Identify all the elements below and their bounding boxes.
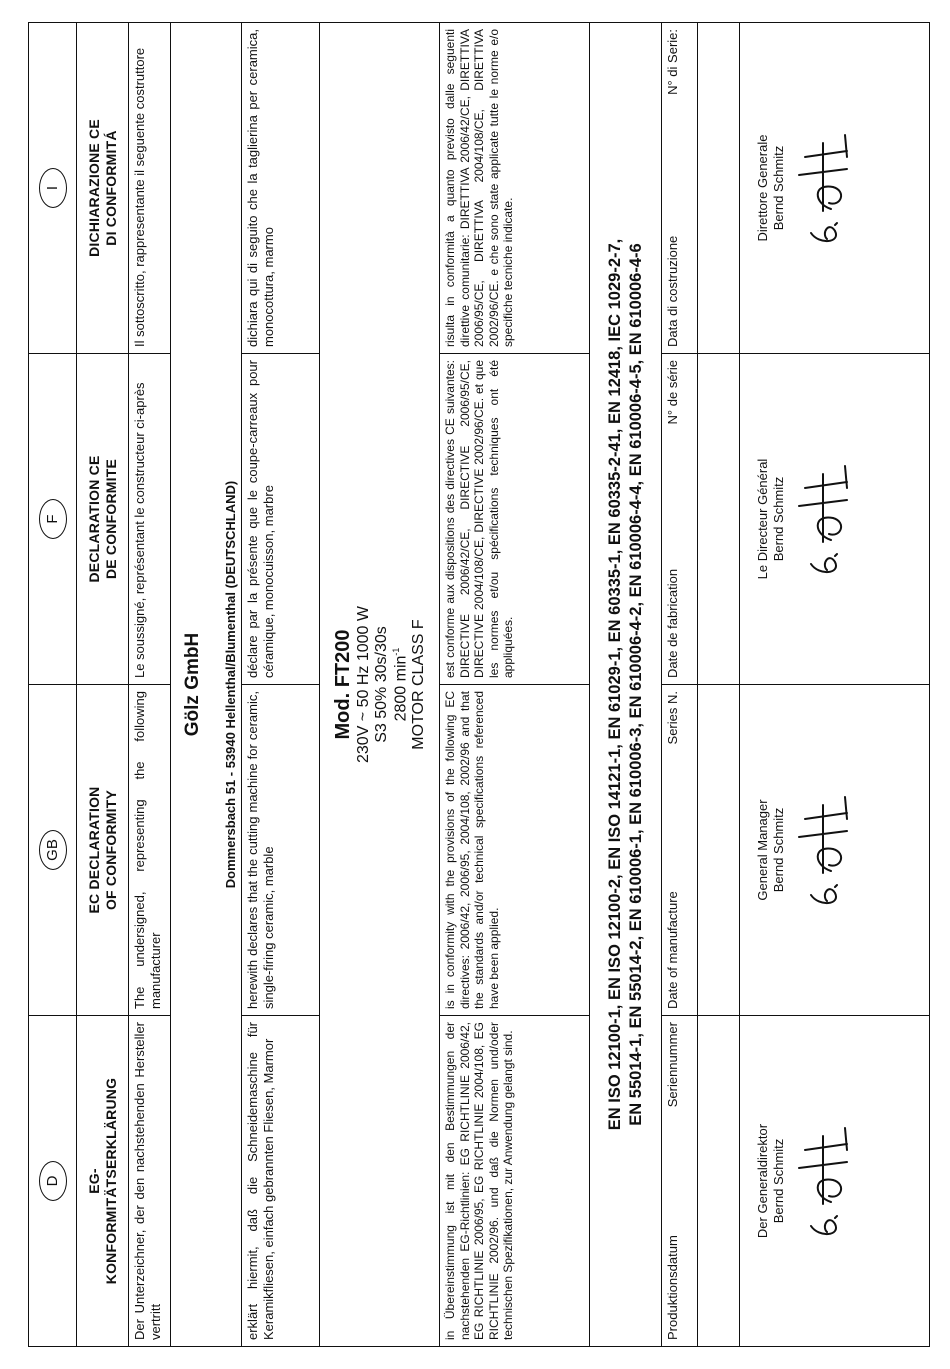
intro-i: Il sottoscritto, rappresentante il seguente costruttore	[129, 23, 171, 354]
signer-role-i: Direttore Generale	[755, 134, 771, 242]
conformity-f: est conforme aux dispositions des directives CE suivantes: DIRECTIVE 2006/42/CE, DIRECTIVE 2006/95/CE, DIRECTIVE 2004/108/CE, DIRECTIVE 2002/96/CE. et que les normes et/ou spécifications techniques ont été appliquées.	[440, 354, 590, 685]
signature-row	[740, 23, 930, 1347]
lang-badge-f: F	[39, 499, 67, 539]
model-spec-power: 230V ~ 50 Hz 1000 W	[355, 606, 373, 763]
model-cell	[320, 23, 440, 1347]
blank-i	[698, 23, 740, 354]
title-gb: EC DECLARATION OF CONFORMITY	[77, 685, 129, 1016]
lang-badge-i: I	[39, 168, 67, 208]
declaration-f: déclare par la présente que le coupe-carreaux pour céramique, monocuisson, marbre	[242, 354, 320, 685]
standards-cell	[590, 23, 662, 1347]
blank-f	[698, 354, 740, 685]
signer-role-d: Der Generaldirektor	[755, 1123, 771, 1239]
signer-role-f: Le Directeur Général	[755, 458, 771, 580]
title-f: DECLARATION CE DE CONFORMITE	[77, 354, 129, 685]
signature-d	[740, 1016, 930, 1347]
title-d: EG- KONFORMITÄTSERKLÄRUNG	[77, 1016, 129, 1347]
date-serial-d: Produktionsdatum Seriennummer	[662, 1016, 698, 1347]
date-serial-f: Date de fabrication N° de série	[662, 354, 698, 685]
title-row	[77, 23, 129, 1347]
lang-cell-d	[29, 1016, 77, 1347]
signature-gb	[740, 685, 930, 1016]
declaration-d: erklärt hiermit, daß die Schneidemaschine für Keramikfliesen, einfach gebrannten Fliesen, Marmor	[242, 1016, 320, 1347]
lang-badge-d: D	[39, 1161, 67, 1201]
signer-name-d: Bernd Schmitz	[770, 1138, 786, 1224]
title-i: DICHIARAZIONE CE DI CONFORMITÁ	[77, 23, 129, 354]
standards-line-2: EN 55014-1, EN 55014-2, EN 610006-1, EN 610006-3, EN 610006-4-2, EN 610006-4-4, EN 610006-4-5, EN 610006-4-6	[626, 243, 645, 1126]
company-row	[171, 23, 242, 1347]
intro-f: Le soussigné, représentant le constructeur ci-après	[129, 354, 171, 685]
company-name: Gölz GmbH	[182, 632, 203, 737]
blank-d	[698, 1016, 740, 1347]
intro-d: Der Unterzeichner, der den nachstehenden Hersteller vertritt	[129, 1016, 171, 1347]
standards-line-1: EN ISO 12100-1, EN ISO 12100-2, EN ISO 14121-1, EN 61029-1, EN 60335-1, EN 60335-2-41, EN 12418, IEC 1029-2-7,	[606, 238, 625, 1131]
model-row	[320, 23, 440, 1347]
handwritten-signature-i	[791, 123, 851, 253]
signer-name-f: Bernd Schmitz	[770, 476, 786, 562]
declaration-row	[242, 23, 320, 1347]
model-spec-motor: MOTOR CLASS F	[410, 619, 428, 750]
blank-row	[698, 23, 740, 1347]
date-serial-i: Data di costruzione N° di Serie:	[662, 23, 698, 354]
signature-i	[740, 23, 930, 354]
date-serial-gb: Date of manufacture Series N.	[662, 685, 698, 1016]
lang-cell-i	[29, 23, 77, 354]
standards-row	[590, 23, 662, 1347]
declaration-gb: herewith declares that the cutting machine for ceramic, single-firing ceramic, marble	[242, 685, 320, 1016]
date-serial-row	[662, 23, 698, 1347]
model-spec-speed: 2800 $\min^{-1}$	[391, 647, 410, 722]
conformity-table	[28, 22, 930, 1347]
intro-gb: The undersigned, representing the following manufacturer	[129, 685, 171, 1016]
blank-gb	[698, 685, 740, 1016]
conformity-d: in Übereinstimmung ist mit den Bestimmungen der nachstehenden EG-Richtlinien: EG RICHTLINIE 2006/42, EG RICHTLINIE 2006/95, EG RICHTLINIE 2004/108, EG RICHTLINIE 2002/96. und daß die Normen und/oder technischen Spezifikationen, zur Anwendung gelangt sind.	[440, 1016, 590, 1347]
handwritten-signature-d	[791, 1116, 851, 1246]
lang-cell-f	[29, 354, 77, 685]
conformity-i: risulta in conformità a quanto previsto dalle seguenti direttive comunitarie: DIRETTIVA 2006/42/CE, DIRETTIVA 2006/95/CE, DIRETTIVA 2004/108/CE, DIRETTIVA 2002/96/CE. e che sono state applicate tutte le norme e/o specifiche tecniche indicate.	[440, 23, 590, 354]
signature-f	[740, 354, 930, 685]
model-name: Mod. FT200	[332, 629, 355, 740]
signer-role-gb: General Manager	[755, 799, 771, 901]
signer-name-gb: Bernd Schmitz	[770, 807, 786, 893]
conformity-row	[440, 23, 590, 1347]
lang-cell-gb	[29, 685, 77, 1016]
company-cell	[171, 23, 242, 1347]
model-spec-duty: S3 50% 30s/30s	[373, 626, 391, 743]
intro-row	[129, 23, 171, 1347]
company-address: Dommersbach 51 - 53940 Hellenthal/Blumenthal (DEUTSCHLAND)	[222, 480, 238, 889]
lang-badge-gb: GB	[39, 830, 67, 870]
handwritten-signature-f	[791, 454, 851, 584]
conformity-gb: is in conformity with the provisions of the following EC directives: 2006/42, 2006/95, 2004/108, 2002/96 and that the standards and/or technical specifications referenced have been applied.	[440, 685, 590, 1016]
declaration-i: dichiara qui di seguito che la taglierina per ceramica, monocottura, marmo	[242, 23, 320, 354]
handwritten-signature-gb	[791, 785, 851, 915]
signer-name-i: Bernd Schmitz	[770, 145, 786, 231]
language-row	[29, 23, 77, 1347]
